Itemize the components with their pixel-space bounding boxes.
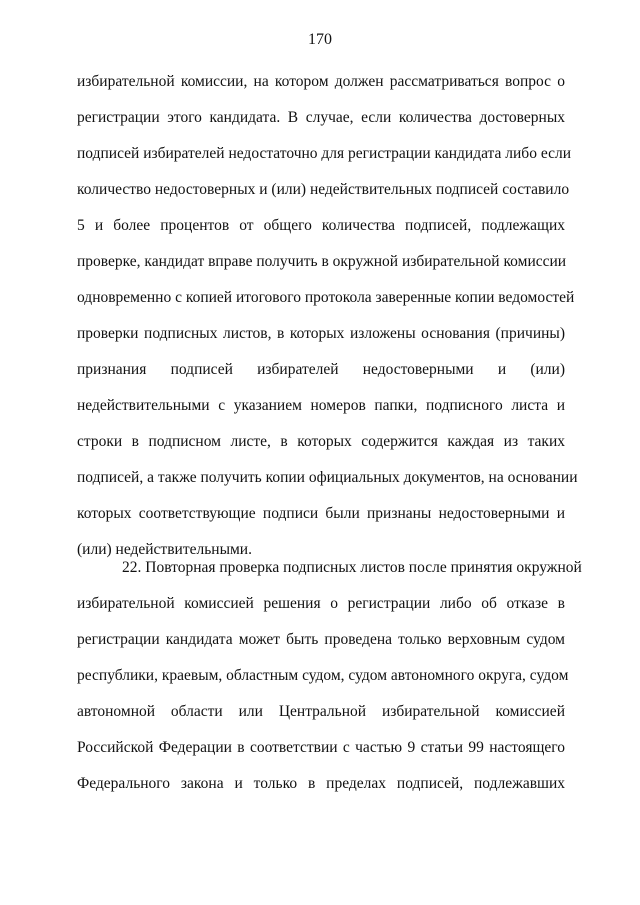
text-line: республики, краевым, областным судом, судом автономного округа, судом: [77, 667, 569, 684]
text-line: которых соответствующие подписи были признаны недостоверными и: [77, 505, 565, 522]
text-line: проверке, кандидат вправе получить в окружной избирательной комиссии: [77, 253, 567, 270]
text-line: одновременно с копией итогового протокола заверенные копии ведомостей: [77, 289, 575, 306]
text-line: избирательной комиссии, на котором должен рассматриваться вопрос о: [77, 73, 565, 90]
text-line: Федерального закона и только в пределах подписей, подлежавших: [77, 775, 565, 792]
paragraph-22: [77, 550, 582, 802]
text-line: (или) недействительными.: [77, 541, 252, 558]
text-line: избирательной комиссией решения о регистрации либо об отказе в: [77, 595, 565, 612]
text-line: 22. Повторная проверка подписных листов после принятия окружной: [122, 559, 582, 576]
text-line: строки в подписном листе, в которых содержится каждая из таких: [77, 433, 565, 450]
text-line: регистрации этого кандидата. В случае, если количества достоверных: [77, 109, 565, 126]
text-line: 5 и более процентов от общего количества подписей, подлежащих: [77, 217, 565, 234]
text-line: количество недостоверных и (или) недействительных подписей составило: [77, 181, 570, 198]
paragraph-continuation: [77, 64, 578, 568]
text-line: недействительными с указанием номеров папки, подписного листа и: [77, 397, 565, 414]
text-line: Российской Федерации в соответствии с частью 9 статьи 99 настоящего: [77, 739, 565, 756]
text-line: подписей избирателей недостаточно для регистрации кандидата либо если: [77, 145, 571, 162]
text-line: регистрации кандидата может быть проведена только верховным судом: [77, 631, 565, 648]
text-line: признания подписей избирателей недостоверными и (или): [77, 361, 565, 378]
text-line: проверки подписных листов, в которых изложены основания (причины): [77, 325, 565, 342]
text-line: автономной области или Центральной избирательной комиссией: [77, 703, 565, 720]
page-number: 170: [308, 31, 332, 48]
text-line: подписей, а также получить копии официальных документов, на основании: [77, 469, 578, 486]
